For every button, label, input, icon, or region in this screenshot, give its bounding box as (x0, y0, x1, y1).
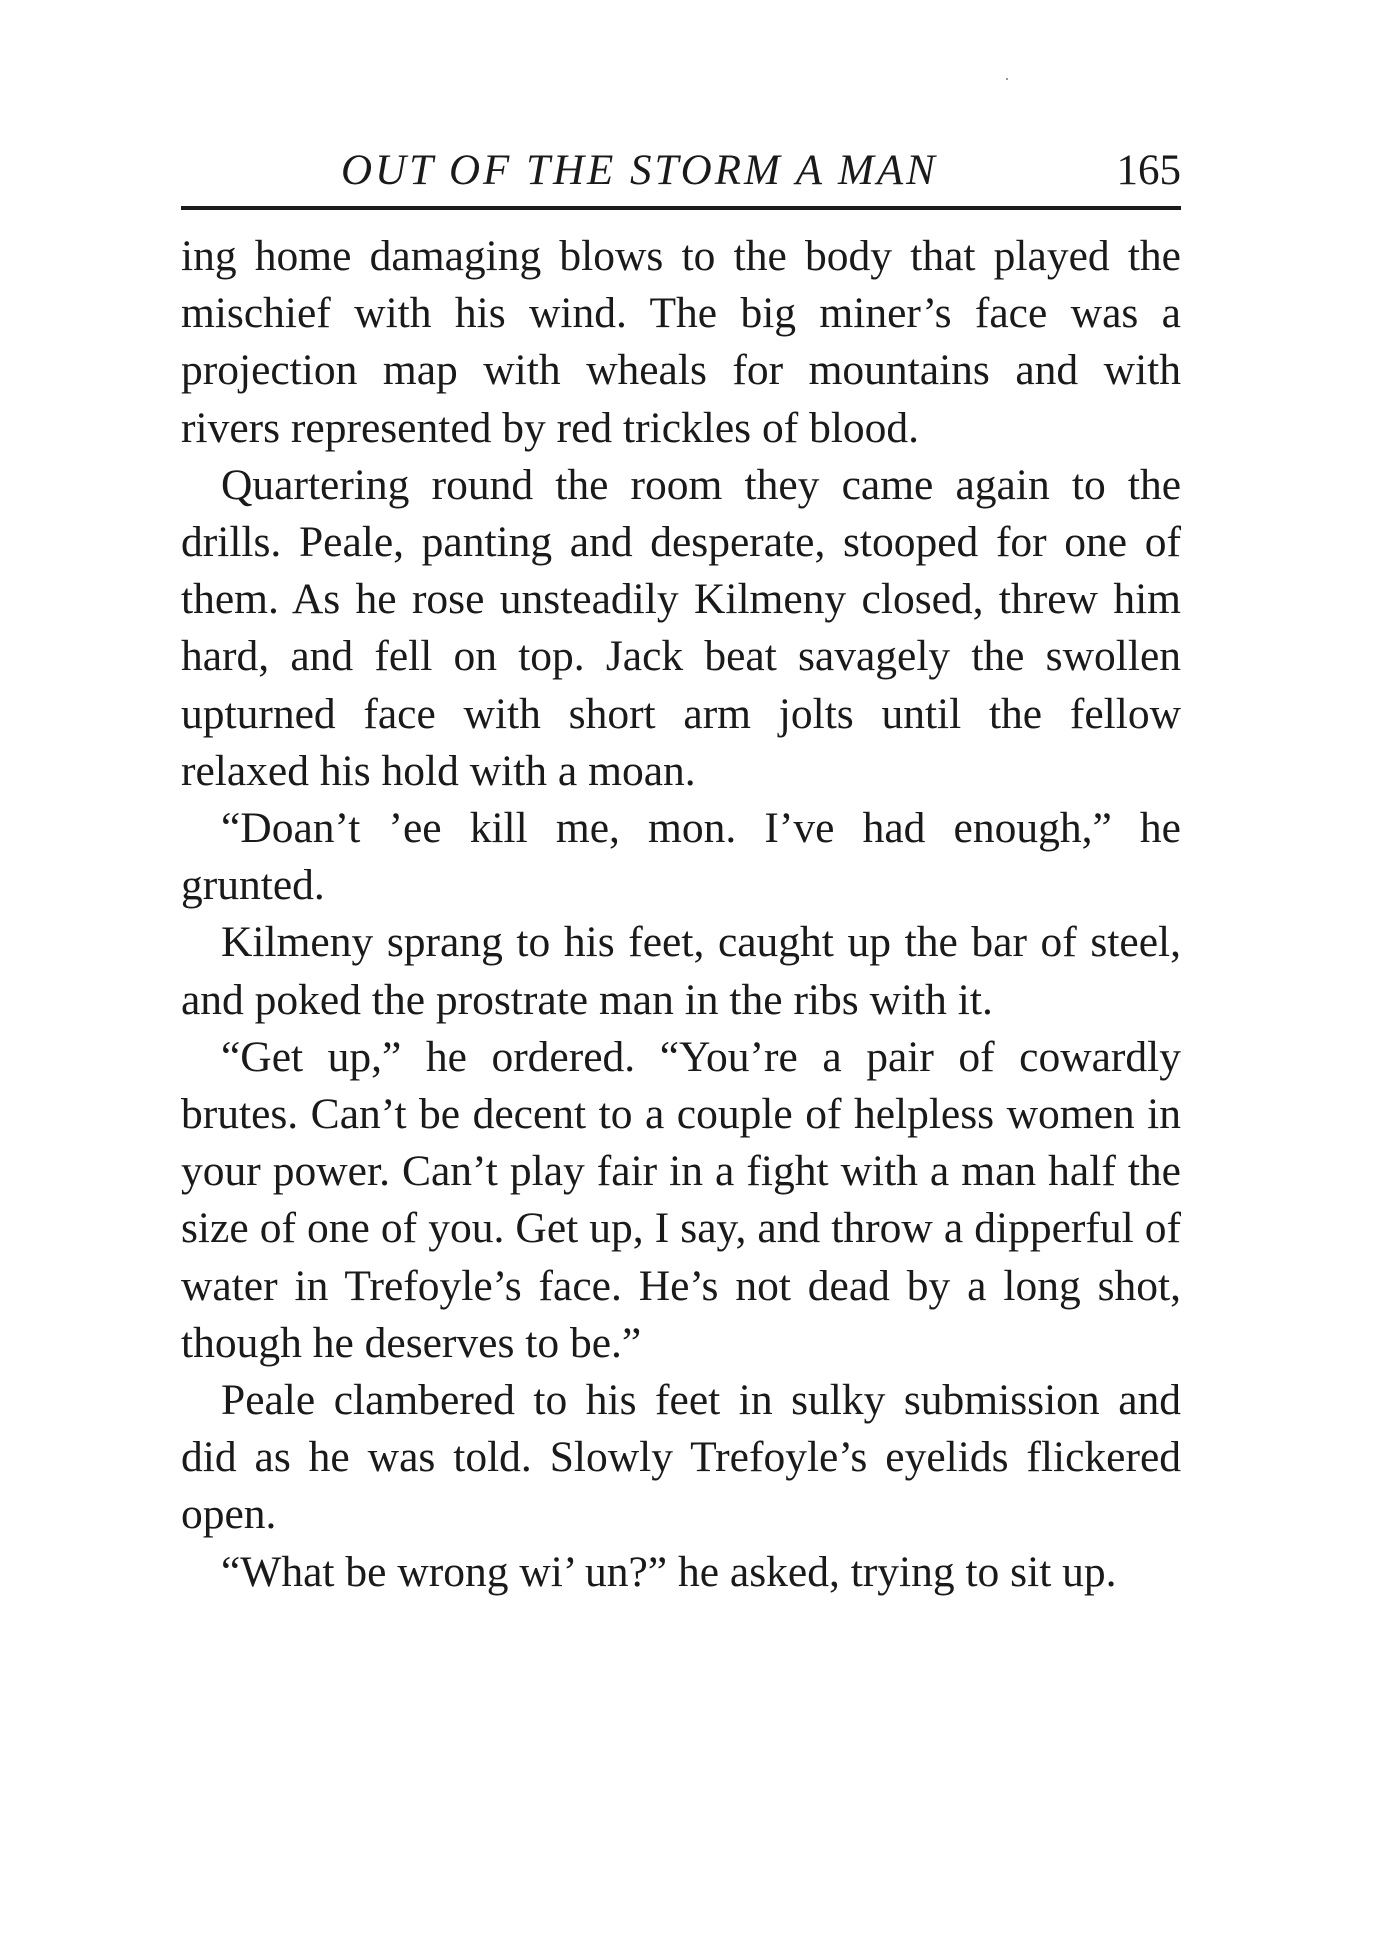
body-text (181, 228, 1181, 1601)
running-head (181, 140, 1181, 204)
paragraph: “Doan’t ’ee kill me, mon. I’ve had enough,” he grunted. (181, 804, 1181, 910)
running-title: OUT OF THE STORM A MAN (341, 147, 938, 194)
paragraph: Peale clambered to his feet in sulky submission and did as he was told. Slowly Trefoyle’s eyelids flickered open. (181, 1376, 1181, 1539)
paragraph: ing home damaging blows to the body that played the mischief with his wind. The big miner’s face was a projection map with wheals for mountains and with rivers represented by red trickles of blood. (181, 232, 1181, 452)
paragraph: Kilmeny sprang to his feet, caught up the bar of steel, and poked the prostrate man in the ribs with it. (181, 918, 1181, 1024)
scan-speck (1006, 78, 1008, 80)
paragraph: Quartering round the room they came again to the drills. Peale, panting and desperate, stooped for one of them. As he rose unsteadily Kilmeny closed, threw him hard, and fell on top. Jack beat savagely the swollen upturned face with short arm jolts until the fellow relaxed his hold with a moan. (181, 460, 1181, 795)
page-number: 165 (1116, 147, 1181, 194)
paragraph: “Get up,” he ordered. “You’re a pair of cowardly brutes. Can’t be decent to a couple of helpless women in your power. Can’t play fair in a fight with a man half the size of one of you. Get up, I say, and throw a dipperful of water in Trefoyle’s face. He’s not dead by a long shot, though he deserves to be.” (181, 1032, 1181, 1367)
header-rule (181, 206, 1181, 210)
paragraph: “What be wrong wi’ un?” he asked, trying to sit up. (221, 1547, 1117, 1596)
